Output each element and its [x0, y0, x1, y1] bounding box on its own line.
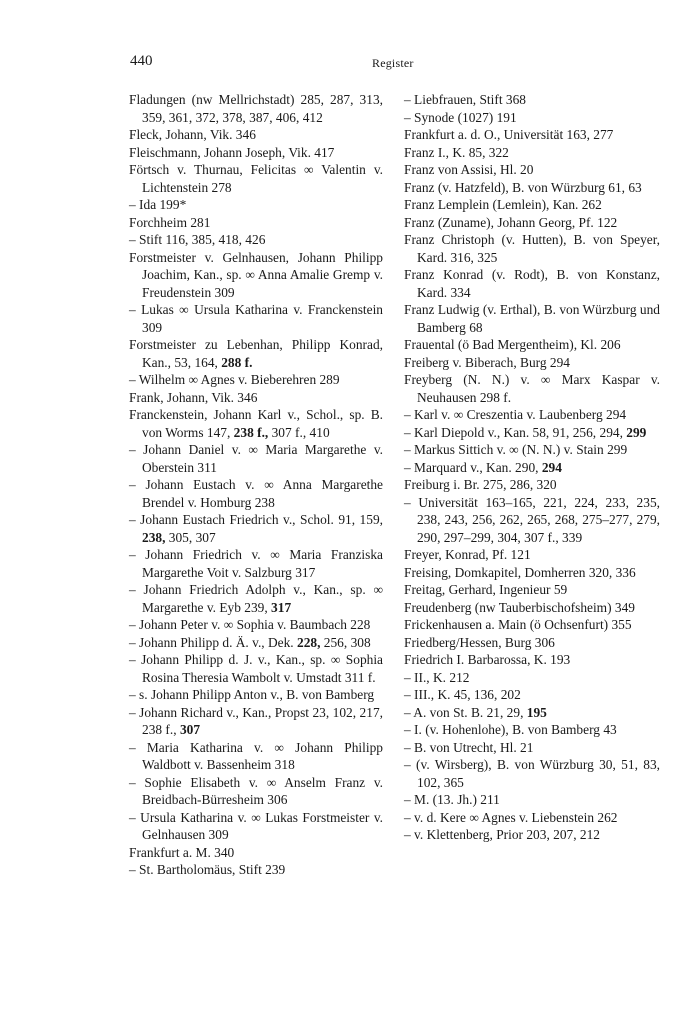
- index-entry: – Johann Eustach v. ∞ Anna Margarethe Brendel v. Homburg 238: [129, 477, 383, 510]
- index-entry: – Synode (1027) 191: [404, 109, 517, 125]
- index-entry: Fleck, Johann, Vik. 346: [129, 127, 256, 142]
- index-entry: – M. (13. Jh.) 211: [404, 792, 500, 807]
- index-entry: Franz Christoph (v. Hutten), B. von Speyer, Kard. 316, 325: [404, 232, 660, 265]
- index-entry: – Karl Diepold v., Kan. 58, 91, 256, 294, 299: [404, 424, 647, 440]
- index-entry: – Johann Friedrich Adolph v., Kan., sp. ∞ Margarethe v. Eyb 239, 317: [129, 582, 383, 615]
- index-entry: Freiburg i. Br. 275, 286, 320: [404, 477, 557, 492]
- index-entry: Franz Konrad (v. Rodt), B. von Konstanz, Kard. 334: [404, 267, 660, 300]
- index-column-left: [129, 91, 383, 879]
- index-entry: – Markus Sittich v. ∞ (N. N.) v. Stain 299: [404, 442, 628, 457]
- index-entry: Franz (v. Hatzfeld), B. von Würzburg 61, 63: [404, 179, 642, 195]
- index-entry: – (v. Wirsberg), B. von Würzburg 30, 51, 83, 102, 365: [404, 757, 660, 790]
- index-entry: – Johann Philipp d. Ä. v., Dek. 228, 256, 308: [129, 634, 371, 650]
- index-entry: Fleischmann, Johann Joseph, Vik. 417: [129, 144, 335, 160]
- index-entry: – I. (v. Hohenlohe), B. von Bamberg 43: [404, 722, 617, 737]
- index-column-right: [404, 91, 660, 844]
- index-entry: Frank, Johann, Vik. 346: [129, 389, 258, 405]
- index-entry: – A. von St. B. 21, 29, 195: [404, 704, 547, 720]
- index-entry: Franz Lemplein (Lemlein), Kan. 262: [404, 197, 602, 212]
- index-entry: – III., K. 45, 136, 202: [404, 687, 521, 702]
- index-entry: Freudenberg (nw Tauberbischofsheim) 349: [404, 599, 635, 615]
- index-entry: – St. Bartholomäus, Stift 239: [129, 862, 286, 877]
- index-entry: – Maria Katharina v. ∞ Johann Philipp Waldbott v. Bassenheim 318: [129, 739, 383, 772]
- index-entry: – Johann Peter v. ∞ Sophia v. Baumbach 228: [129, 617, 371, 632]
- index-entry: – B. von Utrecht, Hl. 21: [404, 739, 534, 755]
- index-entry: Frickenhausen a. Main (ö Ochsenfurt) 355: [404, 617, 632, 632]
- index-entry: – Ursula Katharina v. ∞ Lukas Forstmeister v. Gelnhausen 309: [129, 809, 383, 842]
- index-entry: Forchheim 281: [129, 214, 211, 230]
- index-entry: Freitag, Gerhard, Ingenieur 59: [404, 582, 568, 597]
- index-entry: – v. Klettenberg, Prior 203, 207, 212: [404, 827, 601, 842]
- index-entry: Frankfurt a. M. 340: [129, 844, 235, 860]
- page-number: 440: [130, 53, 153, 69]
- index-entry: Forstmeister zu Lebenhan, Philipp Konrad, Kan., 53, 164, 288 f.: [129, 337, 383, 370]
- index-entry: – Liebfrauen, Stift 368: [404, 92, 526, 107]
- index-entry: – Wilhelm ∞ Agnes v. Bieberehren 289: [129, 372, 340, 387]
- index-entry: – Lukas ∞ Ursula Katharina v. Franckenstein 309: [129, 302, 383, 335]
- index-entry: Freyer, Konrad, Pf. 121: [404, 547, 531, 562]
- index-entry: Franz (Zuname), Johann Georg, Pf. 122: [404, 214, 618, 230]
- index-entry: Freiberg v. Biberach, Burg 294: [404, 354, 570, 370]
- index-entry: – II., K. 212: [404, 669, 470, 685]
- index-entry: – Ida 199*: [129, 197, 187, 212]
- index-entry: Fladungen (nw Mellrichstadt) 285, 287, 313, 359, 361, 372, 378, 387, 406, 412: [129, 92, 383, 125]
- index-entry: Friedberg/Hessen, Burg 306: [404, 634, 555, 650]
- index-entry: – Sophie Elisabeth v. ∞ Anselm Franz v. Breidbach-Bürresheim 306: [129, 774, 383, 807]
- index-entry: – Johann Philipp d. J. v., Kan., sp. ∞ Sophia Rosina Theresia Wambolt v. Umstadt 311 f.: [129, 652, 383, 685]
- index-entry: Franz Ludwig (v. Erthal), B. von Würzburg und Bamberg 68: [404, 302, 660, 335]
- index-entry: – Johann Eustach Friedrich v., Schol. 91, 159, 238, 305, 307: [129, 512, 383, 545]
- index-entry: Frankfurt a. d. O., Universität 163, 277: [404, 127, 614, 142]
- index-entry: – Marquard v., Kan. 290, 294: [404, 459, 562, 475]
- index-entry: – Johann Richard v., Kan., Propst 23, 102, 217, 238 f., 307: [129, 704, 383, 737]
- index-entry: – Karl v. ∞ Creszentia v. Laubenberg 294: [404, 407, 627, 422]
- index-entry: Freising, Domkapitel, Domherren 320, 336: [404, 564, 636, 580]
- index-entry: Franckenstein, Johann Karl v., Schol., sp. B. von Worms 147, 238 f., 307 f., 410: [129, 407, 383, 440]
- index-entry: – Johann Daniel v. ∞ Maria Margarethe v. Oberstein 311: [129, 442, 383, 475]
- index-entry: – Stift 116, 385, 418, 426: [129, 232, 266, 247]
- index-entry: Frauental (ö Bad Mergentheim), Kl. 206: [404, 337, 621, 352]
- index-entry: Franz I., K. 85, 322: [404, 144, 509, 160]
- index-entry: Franz von Assisi, Hl. 20: [404, 162, 534, 177]
- index-entry: Forstmeister v. Gelnhausen, Johann Philipp Joachim, Kan., sp. ∞ Anna Amalie Gremp v. Freudenstein 309: [129, 249, 383, 300]
- index-entry: – Johann Friedrich v. ∞ Maria Franziska Margarethe Voit v. Salzburg 317: [129, 547, 383, 580]
- index-entry: Förtsch v. Thurnau, Felicitas ∞ Valentin v. Lichtenstein 278: [129, 162, 383, 195]
- index-entry: Friedrich I. Barbarossa, K. 193: [404, 652, 571, 667]
- index-entry: – Universität 163–165, 221, 224, 233, 235, 238, 243, 256, 262, 265, 268, 275–277, 279, 290, 297–299, 304, 307 f., 339: [404, 494, 660, 545]
- running-head: Register: [372, 56, 414, 70]
- index-entry: – v. d. Kere ∞ Agnes v. Liebenstein 262: [404, 809, 618, 825]
- index-entry: – s. Johann Philipp Anton v., B. von Bamberg: [129, 687, 375, 702]
- index-entry: Freyberg (N. N.) v. ∞ Marx Kaspar v. Neuhausen 298 f.: [404, 372, 660, 405]
